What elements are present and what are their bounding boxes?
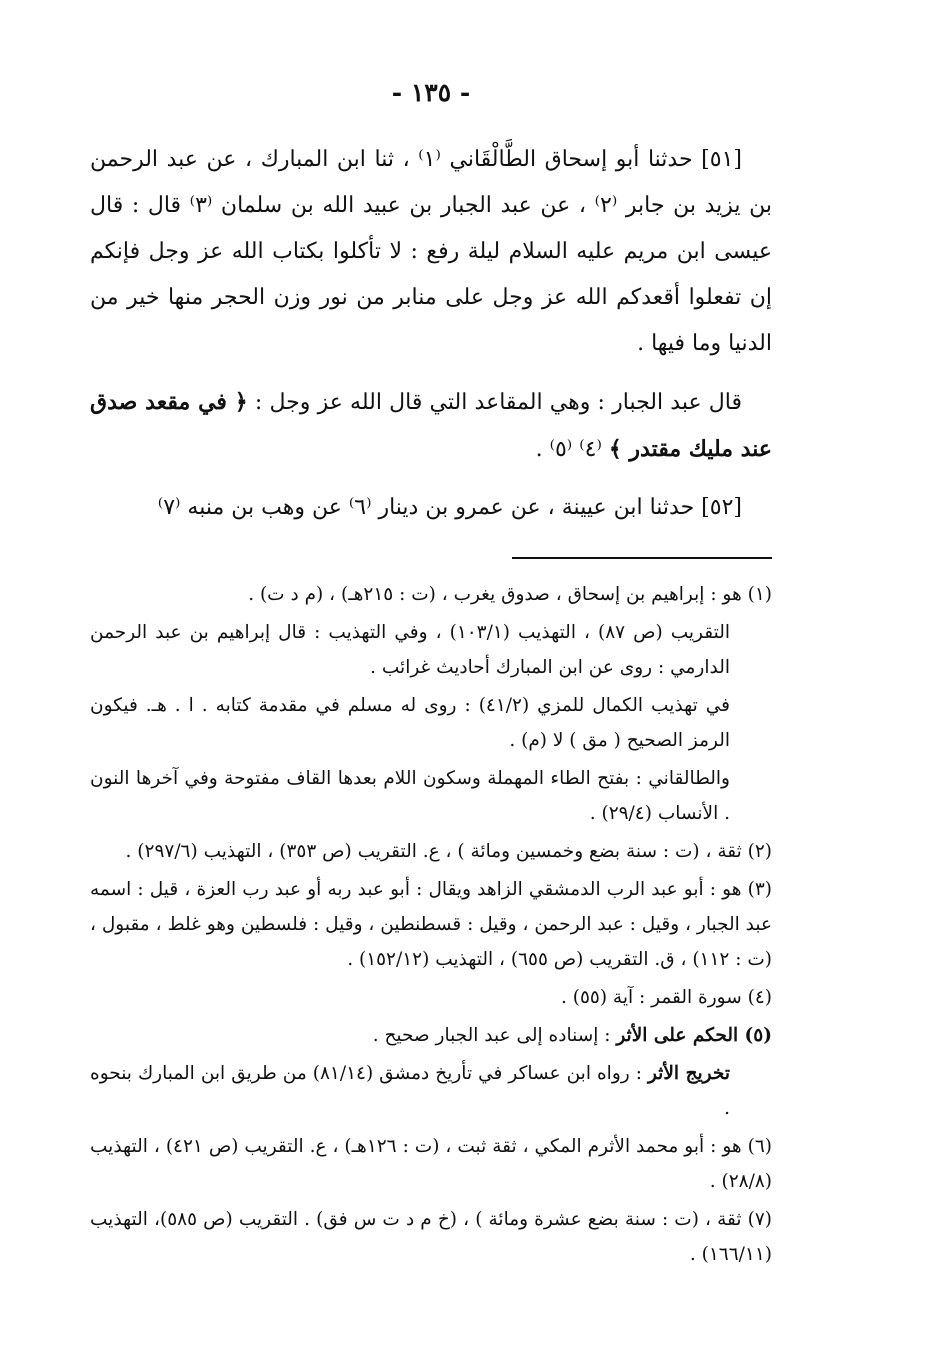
hadith-51: [٥١] حدثنا أبو إسحاق الطَّالْقَاني ⁽١⁾ ، ثنا ابن المبارك ، عن عبد الرحمن بن يزيد بن جابر ⁽٢⁾ ، عن عبد الجبار بن عبيد الله بن سلمان ⁽٣⁾ قال : قال عيسى ابن مريم عليه السلام ليلة رفع : لا تأكلوا بكتاب الله عز وجل فإنكم إن تفعلوا أقعدكم الله عز وجل على منابر من نور وزن الحجر منها خير من الدنيا وما فيها . — [90, 147, 772, 356]
footnote-7: (٧) ثقة ، (ت : سنة بضع عشرة ومائة ) ، (خ م د ت س فق) . التقريب (ص ٥٨٥)، التهذيب (١٦٦/١١) . — [90, 1209, 773, 1265]
footnote-5-takhrij — [90, 1056, 772, 1126]
takhrij-label: تخريج الأثر — [647, 1063, 730, 1084]
footnote-2: (٢) ثقة ، (ت : سنة بضع وخمسين ومائة ) ، ع. التقريب (ص ٣٥٣) ، التهذيب (٢٩٧/٦) . — [125, 841, 772, 862]
footnotes — [90, 577, 772, 1272]
footnote-5-label: (٥) الحكم على الأثر — [616, 1025, 772, 1046]
footnote-4: (٤) سورة القمر : آية (٥٥) . — [560, 987, 772, 1008]
footnote-1-line-2: التقريب (ص ٨٧) ، التهذيب (١٠٣/١) ، وفي التهذيب : قال إبراهيم بن عبد الرحمن الدارمي : روى عن ابن المبارك أحاديث غرائب . — [90, 622, 730, 678]
footnote-3: (٣) هو : أبو عبد الرب الدمشقي الزاهد ويقال : أبو عبد ربه أو عبد رب العزة ، قيل : اسمه عبد الجبار ، وقيل : عبد الرحمن ، وقيل : قسطنطين ، وقيل : فلسطين وهو غلط ، مقبول ، (ت : ١١٢) ، ق. التقريب (ص ٦٥٥) ، التهذيب (١٥٢/١٢) . — [90, 879, 772, 970]
main-text — [90, 137, 772, 531]
quran-quote: ﴿ في مقعد صدق عند مليك مقتدر ﴾ — [90, 389, 772, 462]
takhrij-text: : رواه ابن عساكر في تأريخ دمشق (٨١/١٤) من طريق ابن المبارك بنحوه . — [90, 1063, 730, 1119]
page-number: - ١٣٥ - — [391, 78, 471, 107]
footnote-6: (٦) هو : أبو محمد الأثرم المكي ، ثقة ثبت ، (ت : ١٢٦هـ) ، ع. التقريب (ص ٤٢١) ، التهذيب (٢٨/٨) . — [90, 1136, 772, 1192]
abdul-jabbar-comment — [90, 379, 772, 473]
hadith-52: [٥٢] حدثنا ابن عيينة ، عن عمرو بن دينار ⁽٦⁾ عن وهب بن منبه ⁽٧⁾ — [157, 495, 742, 520]
comment-refs: ⁽٤⁾ ⁽٥⁾ . — [535, 437, 602, 462]
footnote-1-line-3: في تهذيب الكمال للمزي (٤١/٢) : روى له مسلم في مقدمة كتابه . ا . هـ. فيكون الرمز الصحيح ( مق ) لا (م) . — [90, 695, 730, 751]
footnote-1-line-1: (١) هو : إبراهيم بن إسحاق ، صدوق يغرب ، (ت : ٢١٥هـ) ، (م د ت) . — [248, 584, 772, 605]
comment-intro: قال عبد الجبار : وهي المقاعد التي قال الله عز وجل : — [254, 390, 742, 415]
footnote-1-line-4: والطالقاني : بفتح الطاء المهملة وسكون اللام بعدها القاف مفتوحة وفي آخرها النون . الأنساب (٢٩/٤) . — [90, 768, 730, 824]
footnote-5-text: : إسناده إلى عبد الجبار صحيح . — [372, 1025, 611, 1046]
footnote-divider — [512, 557, 772, 559]
footnote-5 — [90, 1018, 772, 1053]
